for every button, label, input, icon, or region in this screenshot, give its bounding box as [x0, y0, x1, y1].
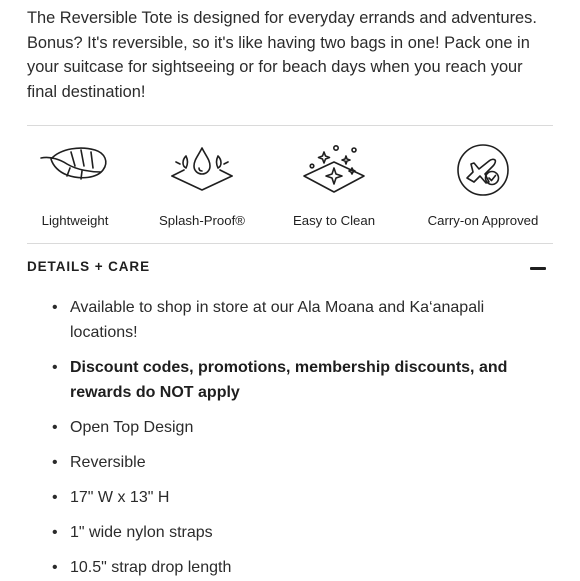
- feature-label: Easy to Clean: [292, 213, 376, 228]
- sparkle-clean-icon: [296, 142, 372, 194]
- feature-label: Splash-Proof®: [159, 213, 245, 228]
- section-divider: [27, 125, 553, 126]
- feature-carry-on-approved: [408, 140, 558, 240]
- feature-easy-to-clean: [259, 140, 409, 240]
- feature-row: [0, 140, 580, 240]
- list-item-text: 17" W x 13" H: [70, 489, 170, 506]
- list-item-text: Open Top Design: [70, 419, 194, 436]
- bullet-dot: •: [52, 559, 58, 576]
- details-care-toggle[interactable]: [27, 258, 547, 280]
- feature-splash-proof: [127, 140, 277, 240]
- bullet-dot: •: [52, 419, 58, 436]
- airplane-check-icon: [455, 142, 511, 198]
- list-item-text: 10.5" strap drop length: [70, 559, 232, 576]
- bullet-dot: •: [52, 359, 58, 376]
- list-item-text: Discount codes, promotions, membership discounts, and rewards do NOT apply: [70, 359, 508, 401]
- list-item-text: Reversible: [70, 454, 146, 471]
- feather-icon: [37, 142, 113, 186]
- feature-label: Lightweight: [41, 213, 109, 228]
- bullet-dot: •: [52, 299, 58, 316]
- details-care-title: DETAILS + CARE: [27, 259, 150, 274]
- feature-label: Carry-on Approved: [427, 213, 539, 228]
- bullet-dot: •: [52, 454, 58, 471]
- product-description: The Reversible Tote is designed for everyday errands and adventures. Bonus? It's reversible, so it's like having two bags in one! Pack one in your suitcase for sightseeing or for beach days when you reach your final destination!: [27, 9, 537, 101]
- splash-proof-icon: [164, 142, 240, 192]
- minus-icon[interactable]: [530, 267, 546, 270]
- bullet-dot: •: [52, 489, 58, 506]
- section-divider: [27, 243, 553, 244]
- bullet-dot: •: [52, 524, 58, 541]
- list-item-text: 1" wide nylon straps: [70, 524, 213, 541]
- list-item-text: Available to shop in store at our Ala Moana and Ka‘anapali locations!: [70, 299, 485, 341]
